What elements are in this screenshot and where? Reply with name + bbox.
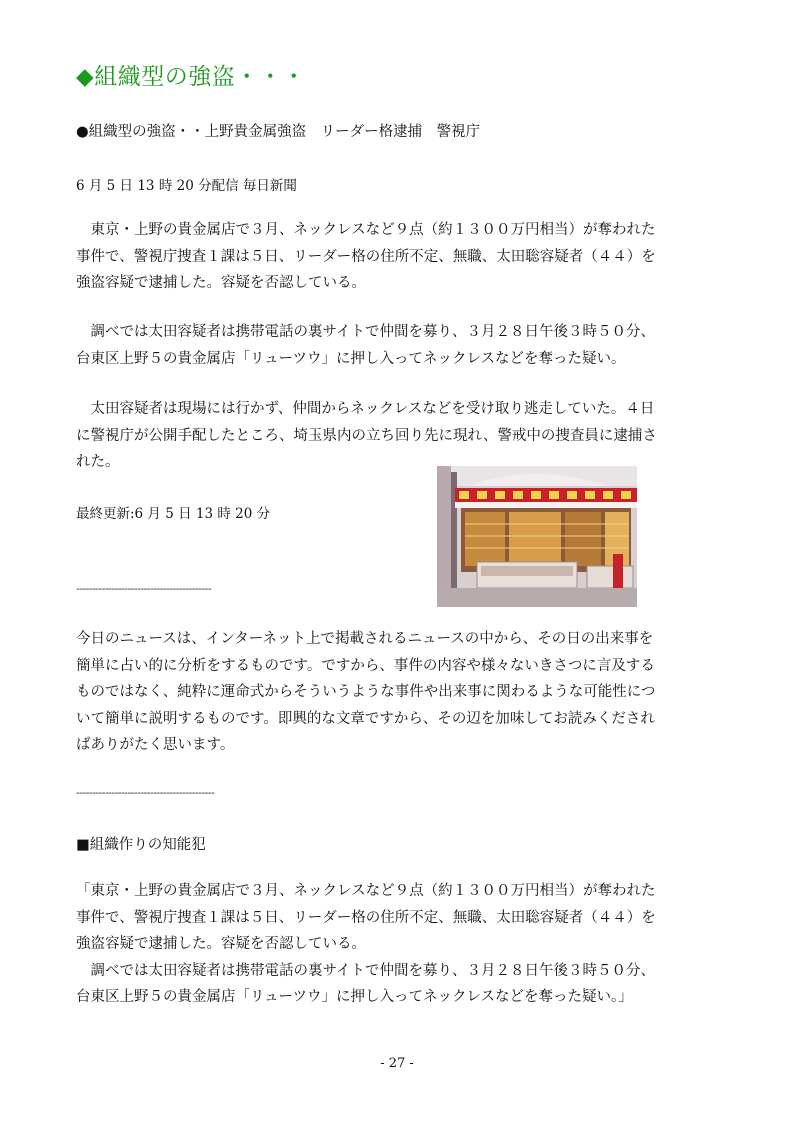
article-paragraph-3 [76, 396, 720, 476]
text-line: 簡単に占い的に分析をするものです。ですから、事件の内容や様々ないきさつに言及する [76, 657, 655, 674]
quoted-article [76, 878, 720, 1011]
article-paragraph-1 [76, 217, 720, 297]
text-line: 台東区上野５の貴金属店「リューツウ」に押し入ってネックレスなどを奪った疑い。 [76, 350, 626, 367]
text-line: 台東区上野５の貴金属店「リューツウ」に押し入ってネックレスなどを奪った疑い。」 [76, 989, 633, 1005]
text-line: ものではなく、純粋に運命式からそういうような事件や出来事に関わるような可能性につ [76, 684, 656, 700]
store-photo [437, 466, 637, 607]
text-line: に警視庁が公開手配したところ、埼玉県内の立ち回り先に現れ、警戒中の捜査員に逮捕さ [76, 427, 657, 444]
section-heading: ■組織作りの知能犯 [76, 837, 206, 853]
last-updated: 最終更新:6 月 5 日 13 時 20 分 [76, 506, 271, 522]
text-line: 東京・上野の貴金属店で３月、ネックレスなど９点（約１３００万円相当）が奪われた [76, 222, 656, 238]
text-line: 強盗容疑で逮捕した。容疑を否認している。 [76, 936, 366, 952]
text-line: 「東京・上野の貴金属店で３月、ネックレスなど９点（約１３００万円相当）が奪われた [76, 883, 656, 899]
article-dateline: 6 月 5 日 13 時 20 分配信 毎日新聞 [76, 178, 297, 194]
text-line: 調べでは太田容疑者は携帯電話の裏サイトで仲間を募り、３月２８日午後３時５０分、 [76, 324, 655, 340]
text-line: 強盗容疑で逮捕した。容疑を否認している。 [76, 275, 366, 291]
text-line: 太田容疑者は現場には行かず、仲間からネックレスなどを受け取り逃走していた。４日 [76, 401, 655, 417]
article-paragraph-2 [76, 319, 720, 372]
text-line: れた。 [76, 454, 120, 470]
page-number: - 27 - [380, 1056, 414, 1071]
text-line: 調べでは太田容疑者は携帯電話の裏サイトで仲間を募り、３月２８日午後３時５０分、 [76, 962, 655, 979]
page-title: ◆組織型の強盗・・・ [76, 64, 306, 90]
commentary-paragraph [76, 626, 720, 759]
text-line: 今日のニュースは、インターネット上で掲載されるニュースの中から、その日の出来事を [76, 631, 654, 647]
divider: ------------------------------------------ [76, 582, 212, 595]
divider: ------------------------------------------- [76, 786, 215, 799]
article-headline: ●組織型の強盗・・上野貴金属強盗 リーダー格逮捕 警視庁 [76, 124, 481, 140]
text-line: 事件で、警視庁捜査１課は５日、リーダー格の住所不定、無職、太田聡容疑者（４４）を [76, 248, 656, 265]
text-line: ばありがたく思います。 [76, 737, 235, 753]
text-line: いて簡単に説明するものです。即興的な文章ですから、その辺を加味してお読みくだされ [76, 710, 655, 727]
text-line: 事件で、警視庁捜査１課は５日、リーダー格の住所不定、無職、太田聡容疑者（４４）を [76, 909, 656, 926]
